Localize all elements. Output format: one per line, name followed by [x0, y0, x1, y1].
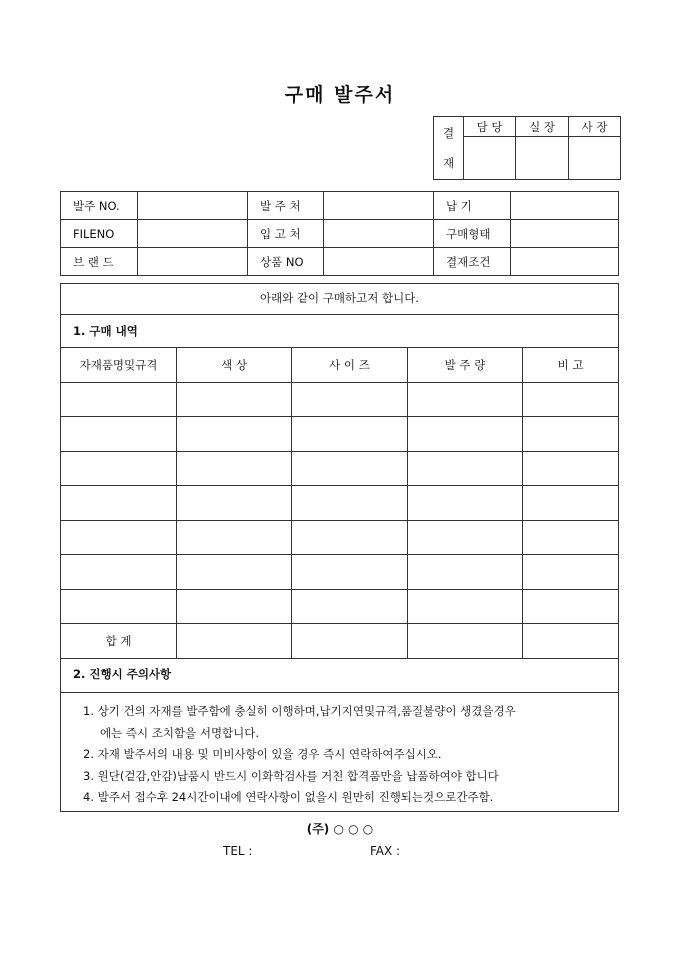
cell-material[interactable]	[61, 486, 177, 521]
file-no-label: FILENO	[61, 220, 138, 248]
total-label: 합 계	[61, 624, 177, 659]
warehouse-label: 입 고 처	[248, 220, 324, 248]
brand-value[interactable]	[138, 248, 248, 276]
total-remarks[interactable]	[523, 624, 619, 659]
precautions-list	[60, 692, 619, 812]
cell-material[interactable]	[61, 382, 177, 417]
cell-color[interactable]	[177, 382, 292, 417]
col-header-color: 색 상	[177, 348, 292, 383]
cell-size[interactable]	[292, 451, 408, 486]
cell-quantity[interactable]	[408, 486, 523, 521]
warehouse-value[interactable]	[324, 220, 434, 248]
cell-remarks[interactable]	[523, 486, 619, 521]
page-title: 구매 발주서	[284, 84, 396, 106]
approval-sign-president[interactable]	[569, 137, 621, 180]
precaution-2: 2. 자재 발주서의 내용 및 미비사항이 있을 경우 즉시 연락하여주십시오.	[83, 747, 442, 761]
cell-quantity[interactable]	[408, 451, 523, 486]
total-row	[61, 624, 619, 659]
cell-remarks[interactable]	[523, 382, 619, 417]
cell-remarks[interactable]	[523, 589, 619, 624]
payment-terms-label: 결재조건	[434, 248, 511, 276]
table-row	[61, 555, 619, 590]
approval-sign-director[interactable]	[516, 137, 569, 180]
cell-remarks[interactable]	[523, 520, 619, 555]
order-info-table	[60, 191, 619, 276]
product-no-label: 상품 NO	[248, 248, 324, 276]
supplier-label: 발 주 처	[248, 192, 324, 220]
cell-color[interactable]	[177, 589, 292, 624]
table-row	[61, 589, 619, 624]
purchase-items-table	[60, 347, 619, 659]
section2-heading: 2. 진행시 주의사항	[60, 658, 619, 692]
order-no-label: 발주 NO.	[61, 192, 138, 220]
col-header-size: 사 이 즈	[292, 348, 408, 383]
cell-color[interactable]	[177, 451, 292, 486]
precaution-3: 3. 원단(겉감,안감)납품시 반드시 이화학검사를 거친 합격품만을 납품하여야 합니다	[83, 768, 499, 783]
cell-size[interactable]	[292, 589, 408, 624]
table-row	[61, 451, 619, 486]
order-no-value[interactable]	[138, 192, 248, 220]
cell-material[interactable]	[61, 451, 177, 486]
cell-quantity[interactable]	[408, 520, 523, 555]
cell-quantity[interactable]	[408, 589, 523, 624]
cell-remarks[interactable]	[523, 417, 619, 452]
cell-quantity[interactable]	[408, 382, 523, 417]
table-row	[61, 520, 619, 555]
col-header-remarks: 비 고	[523, 348, 619, 383]
table-row	[61, 486, 619, 521]
cell-size[interactable]	[292, 486, 408, 521]
items-header-row	[61, 348, 619, 383]
precaution-1-cont: 에는 즉시 조치함을 서명합니다.	[100, 725, 260, 740]
cell-material[interactable]	[61, 520, 177, 555]
cell-quantity[interactable]	[408, 417, 523, 452]
notice-text: 아래와 같이 구매하고저 합니다.	[60, 283, 619, 314]
company-name: (주) ○ ○ ○	[306, 822, 374, 836]
total-color[interactable]	[177, 624, 292, 659]
section1-heading: 1. 구매 내역	[60, 314, 619, 347]
table-row	[61, 382, 619, 417]
col-header-quantity: 발 주 량	[408, 348, 523, 383]
cell-material[interactable]	[61, 417, 177, 452]
approval-side-label: 결 재	[434, 117, 464, 180]
cell-material[interactable]	[61, 589, 177, 624]
due-date-label: 납 기	[434, 192, 511, 220]
purchase-type-value[interactable]	[511, 220, 619, 248]
cell-quantity[interactable]	[408, 555, 523, 590]
cell-material[interactable]	[61, 555, 177, 590]
approval-sign-manager[interactable]	[464, 137, 516, 180]
supplier-value[interactable]	[324, 192, 434, 220]
tel-label: TEL :	[223, 844, 253, 858]
precaution-1: 1. 상기 건의 자재를 발주함에 충실히 이행하며,납기지연및규격,품질불량이 생겼을경우	[83, 704, 516, 718]
cell-color[interactable]	[177, 417, 292, 452]
due-date-value[interactable]	[511, 192, 619, 220]
total-size[interactable]	[292, 624, 408, 659]
cell-size[interactable]	[292, 417, 408, 452]
product-no-value[interactable]	[324, 248, 434, 276]
cell-color[interactable]	[177, 555, 292, 590]
fax-label: FAX :	[370, 844, 401, 858]
approval-header-manager: 담 당	[464, 117, 516, 137]
cell-size[interactable]	[292, 382, 408, 417]
file-no-value[interactable]	[138, 220, 248, 248]
cell-size[interactable]	[292, 520, 408, 555]
col-header-material: 자재품명및규격	[61, 348, 177, 383]
cell-remarks[interactable]	[523, 555, 619, 590]
approval-header-director: 실 장	[516, 117, 569, 137]
precaution-4: 4. 발주서 접수후 24시간이내에 연락사항이 없을시 원만히 진행되는것으로간주함.	[83, 790, 494, 804]
cell-color[interactable]	[177, 520, 292, 555]
table-row	[61, 417, 619, 452]
payment-terms-value[interactable]	[511, 248, 619, 276]
cell-color[interactable]	[177, 486, 292, 521]
approval-box	[433, 116, 621, 180]
brand-label: 브 랜 드	[61, 248, 138, 276]
total-quantity[interactable]	[408, 624, 523, 659]
cell-size[interactable]	[292, 555, 408, 590]
purchase-type-label: 구매형태	[434, 220, 511, 248]
approval-header-president: 사 장	[569, 117, 621, 137]
cell-remarks[interactable]	[523, 451, 619, 486]
